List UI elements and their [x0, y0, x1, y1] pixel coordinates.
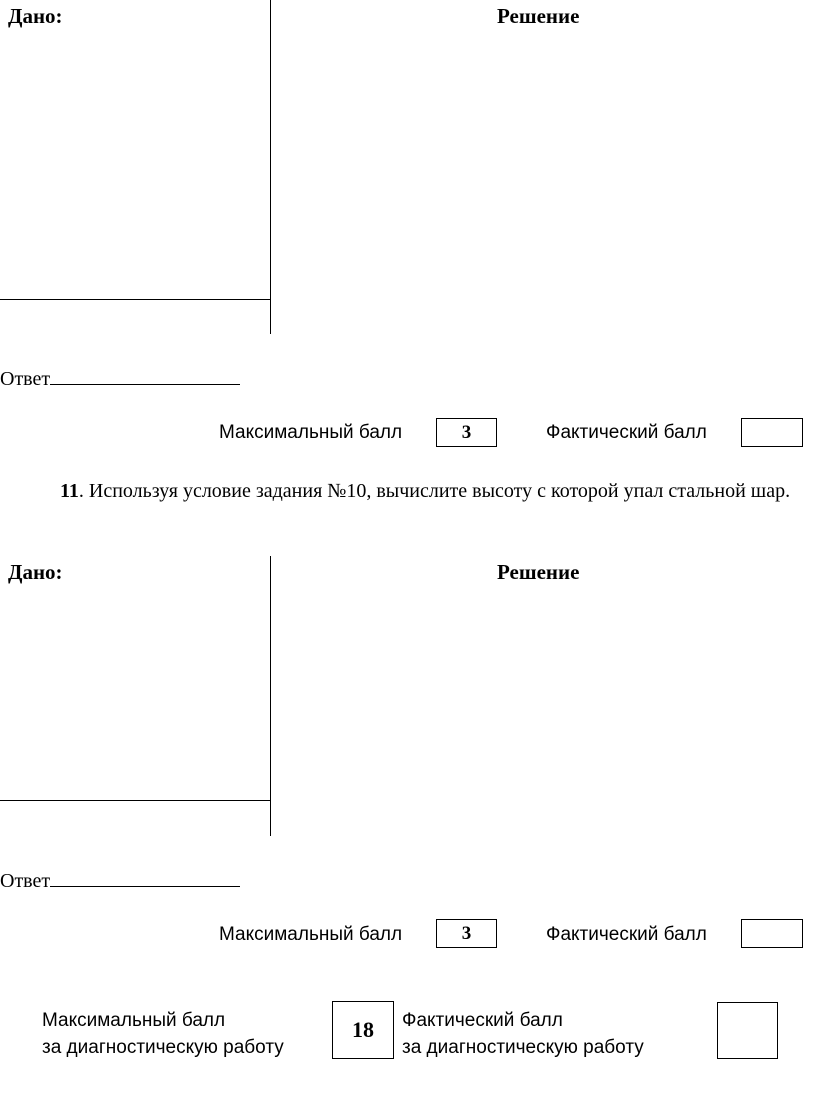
solution-label: Решение — [497, 4, 580, 28]
task-number: 11 — [60, 480, 79, 502]
max-score-value: 3 — [461, 922, 472, 944]
total-actual-score-label — [402, 1007, 644, 1061]
task-11-statement — [0, 476, 813, 506]
max-score-label: Максимальный балл — [219, 422, 403, 443]
actual-score-box[interactable] — [741, 418, 803, 447]
total-max-score-box — [332, 1001, 394, 1059]
answer-blank-line[interactable] — [50, 366, 240, 385]
task-text: . Используя условие задания №10, вычислите высоту с которой упал стальной шар. — [78, 480, 791, 502]
given-label: Дано: — [8, 4, 63, 28]
answer-field-2[interactable] — [0, 868, 240, 893]
actual-score-box[interactable] — [741, 919, 803, 948]
answer-field-1[interactable] — [0, 366, 240, 391]
solution-label: Решение — [497, 560, 580, 584]
table-divider-vertical — [270, 556, 271, 836]
total-max-score-label — [42, 1007, 284, 1061]
max-score-label: Максимальный балл — [219, 924, 403, 945]
table-divider-horizontal — [0, 800, 271, 801]
table-divider-vertical — [270, 0, 271, 334]
given-label: Дано: — [8, 560, 63, 584]
total-actual-score-box[interactable] — [717, 1002, 778, 1059]
answer-label: Ответ — [0, 870, 51, 892]
max-score-box — [436, 919, 497, 948]
total-max-score-value: 18 — [352, 1017, 374, 1042]
max-score-value: 3 — [461, 421, 472, 443]
total-actual-label-line1: Фактический балл — [402, 1010, 563, 1031]
total-actual-label-line2: за диагностическую работу — [402, 1037, 644, 1058]
max-score-box — [436, 418, 497, 447]
total-max-label-line1: Максимальный балл — [42, 1010, 226, 1031]
total-max-label-line2: за диагностическую работу — [42, 1037, 284, 1058]
table-divider-horizontal — [0, 299, 271, 300]
actual-score-label: Фактический балл — [546, 422, 707, 443]
answer-blank-line[interactable] — [50, 868, 240, 887]
actual-score-label: Фактический балл — [546, 924, 707, 945]
answer-label: Ответ — [0, 368, 51, 390]
